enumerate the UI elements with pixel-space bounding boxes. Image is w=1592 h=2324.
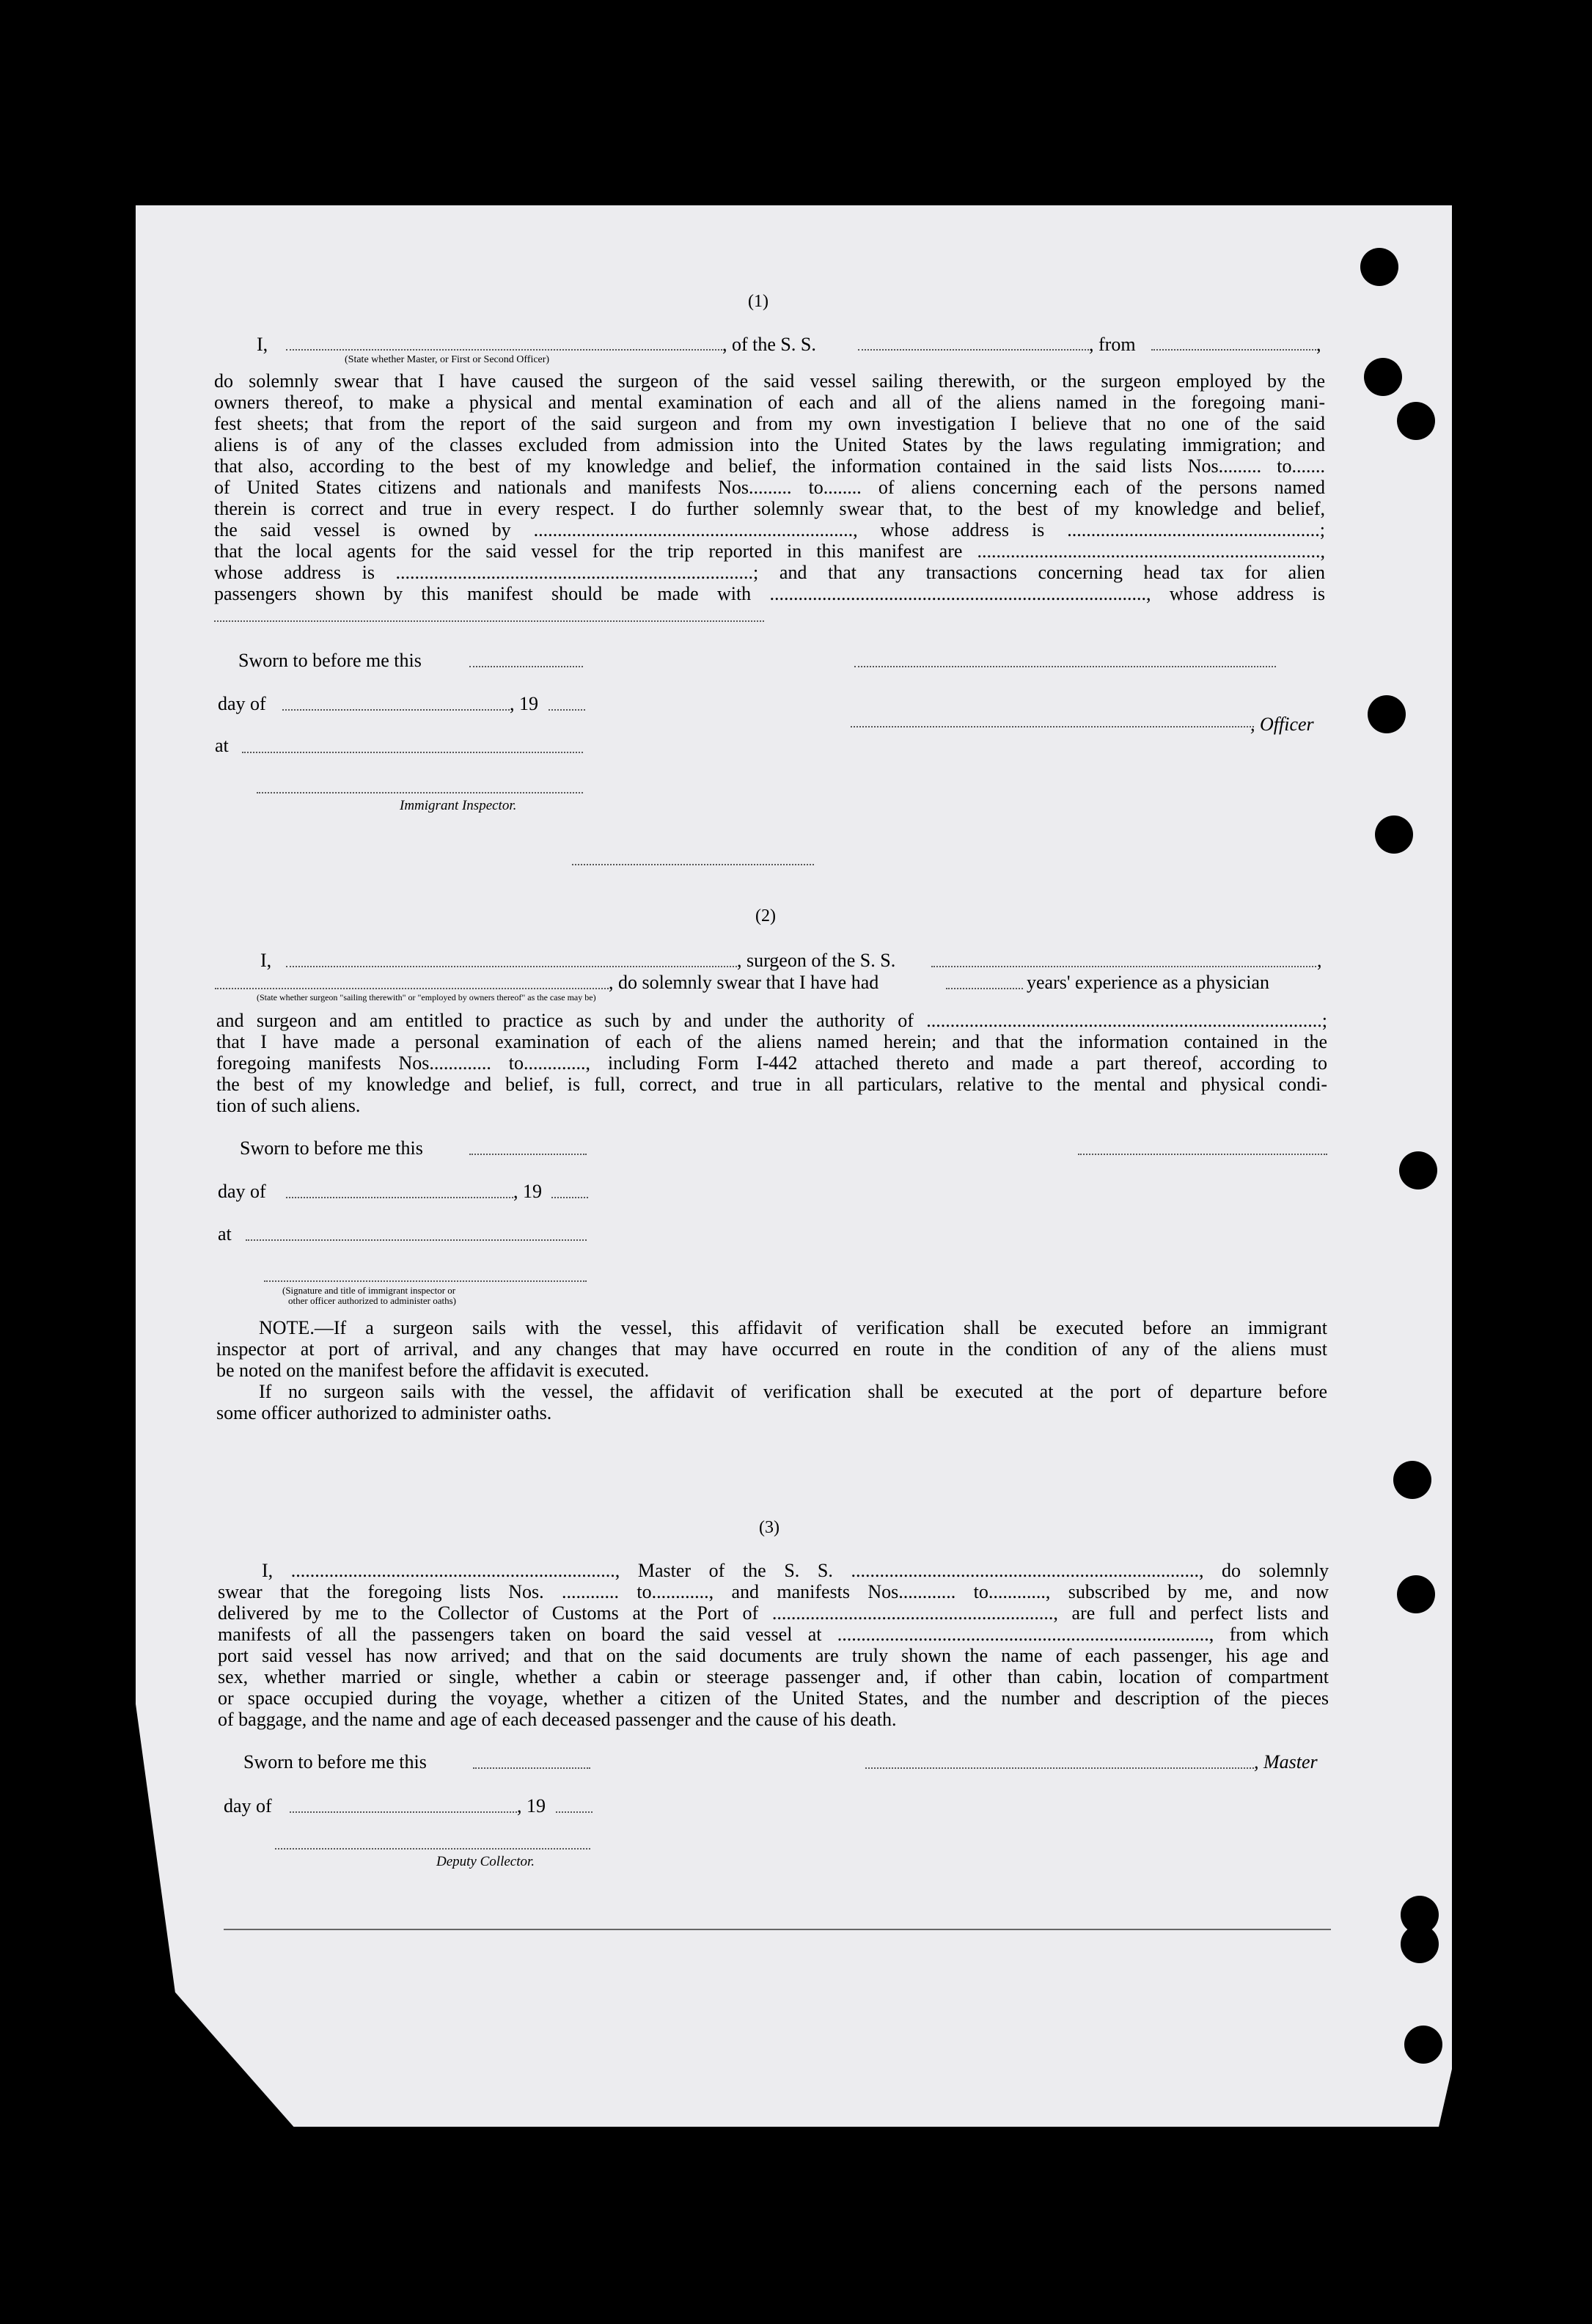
blank-field [946,988,1023,989]
inspector-label: Immigrant Inspector. [400,798,517,813]
text: and surgeon and am entitled to practice as such by and under the authority of ...................................................................................; [216,1010,1327,1031]
text: swear that the foregoing lists Nos. ............ to............, and manifests Nos............ to............, subscribed by me, and now [218,1581,1329,1602]
punch-hole [1393,1461,1431,1499]
blank-field [286,1197,513,1198]
text: owners thereof, to make a physical and mental examination of each and all of the aliens named in the foregoing mani- [214,392,1325,413]
text: sex, whether married or single, whether a cabin or steerage passenger and, if other than cabin, location of compartment [218,1666,1329,1687]
signature-note: other officer authorized to administer oaths) [288,1295,456,1306]
blank-field [469,1154,587,1155]
punch-hole [1401,1925,1439,1963]
collector-label: Deputy Collector. [436,1854,535,1869]
signature-line [264,1280,587,1282]
text: or space occupied during the voyage, whether a citizen of the United States, and the number and description of the pieces [218,1687,1329,1709]
oath-body [218,1560,1329,1730]
year-label: , 19 [513,1181,542,1202]
day-of-label: day of [218,1181,266,1202]
text: that I have made a personal examination of each of the aliens named herein; and that the information contained in the [216,1031,1327,1052]
text: that also, according to the best of my knowledge and belief, the information contained in the said lists Nos......... to....... [214,455,1325,477]
section-number: (3) [759,1518,780,1537]
punch-hole [1360,248,1398,286]
blank-field [242,752,583,753]
day-of-label: day of [218,693,266,714]
blank-field [286,966,737,967]
text: inspector at port of arrival, and any changes that may have occurred en route in the condition of any of the aliens must [216,1338,1327,1360]
text: fest sheets; that from the report of the said surgeon and from my own investigation I believe that no one of the said [214,413,1325,434]
signature-line [275,1848,590,1850]
text: the best of my knowledge and belief, is full, correct, and true in all particulars, relative to the mental and physical condi- [216,1074,1327,1095]
blank-field [290,1811,517,1813]
blank-field [551,1197,588,1198]
section-number: (1) [748,292,769,311]
year-label: , 19 [510,693,538,714]
blank-field [282,709,510,711]
text: I, ...................................................................., Master of the S. S. ........................................................................., do solemnly [262,1560,1329,1581]
signature-line [851,726,1254,727]
bottom-rule [224,1929,1331,1930]
from-label: , from [1089,334,1136,355]
separator [572,864,814,865]
signature-note: (Signature and title of immigrant inspector or [282,1285,456,1296]
text: do solemnly swear that I have caused the surgeon of the said vessel sailing therewith, or the surgeon employed by the [214,370,1325,392]
punch-hole [1364,358,1402,396]
blank-field [556,1811,593,1813]
punch-hole [1399,1151,1437,1190]
oath-body [216,1010,1327,1116]
surgeon-label: , surgeon of the S. S. [737,950,896,971]
year-label: , 19 [517,1795,546,1817]
text: foregoing manifests Nos............. to............., including Form I-442 attached thereto and made a part thereof, according to [216,1052,1327,1074]
text: I, [257,334,268,355]
text: tion of such aliens. [216,1095,361,1116]
text: that the local agents for the said vessel for the trip reported in this manifest are ........................................................................, [214,540,1325,562]
text: passengers shown by this manifest should be made with ..............................................................................., whose address is [214,583,1325,604]
note-paragraph [216,1317,1327,1423]
years-label: years' experience as a physician [1027,972,1269,993]
punch-hole [1368,695,1406,733]
blank-field [214,620,764,622]
signature-line [854,666,1276,667]
punch-hole [1375,815,1413,854]
text: therein is correct and true in every respect. I do further solemnly swear that, to the best of my knowledge and belief, [214,498,1325,519]
text: , [1316,334,1321,355]
officer-label: , Officer [1250,714,1314,735]
signature-line [865,1767,1254,1769]
punch-hole [1404,2026,1442,2064]
text: port said vessel has now arrived; and that on the said documents are truly shown the name of each passenger, his age and [218,1645,1329,1666]
blank-field [246,1239,587,1241]
at-label: at [215,735,229,756]
text: the said vessel is owned by ..................................................................., whose address is .....................................................; [214,519,1325,540]
section-number: (2) [755,906,776,925]
blank-field [1151,349,1316,351]
blank-field [549,709,585,711]
blank-field [215,988,609,989]
text: If no surgeon sails with the vessel, the affidavit of verification shall be executed at the port of departure before [259,1381,1327,1402]
text: be noted on the manifest before the affidavit is executed. [216,1360,650,1381]
text: whose address is ...........................................................................; and that any transactions concerning head tax for alien [214,562,1325,583]
text: of baggage, and the name and age of each deceased passenger and the cause of his death. [218,1709,897,1730]
text: , [1317,950,1322,971]
sworn-label: Sworn to before me this [238,650,422,671]
punch-hole [1397,402,1435,440]
blank-field [469,666,583,667]
swear-label: , do solemnly swear that I have had [609,972,879,993]
sworn-label: Sworn to before me this [240,1137,423,1159]
blank-field [473,1767,590,1769]
text: NOTE.—If a surgeon sails with the vessel, this affidavit of verification shall be executed before an immigrant [259,1317,1327,1338]
text: manifests of all the passengers taken on board the said vessel at .............................................................................., from which [218,1624,1329,1645]
text: delivered by me to the Collector of Customs at the Port of ..........................................................., are full and perfect lists and [218,1602,1329,1624]
field-note: (State whether surgeon "sailing therewith" or "employed by owners thereof" as the case may be) [257,992,596,1002]
oath-body [214,370,1325,604]
signature-line [257,792,583,793]
text: I, [260,950,272,971]
blank-field [931,966,1316,967]
field-note: (State whether Master, or First or Second Officer) [345,354,550,365]
blank-field [286,349,722,351]
sworn-label: Sworn to before me this [243,1751,427,1773]
text: some officer authorized to administer oaths. [216,1402,552,1423]
at-label: at [218,1223,232,1245]
day-of-label: day of [224,1795,272,1817]
master-label: , Master [1254,1751,1318,1773]
text: aliens is of any of the classes excluded from admission into the United States by the laws regulating immigration; and [214,434,1325,455]
oath-line-start [257,334,268,356]
text: of United States citizens and nationals and manifests Nos......... to........ of aliens concerning each of the persons named [214,477,1325,498]
punch-hole [1397,1575,1435,1613]
signature-line [1078,1154,1327,1155]
blank-field [858,349,1089,351]
vessel-label: , of the S. S. [722,334,816,355]
